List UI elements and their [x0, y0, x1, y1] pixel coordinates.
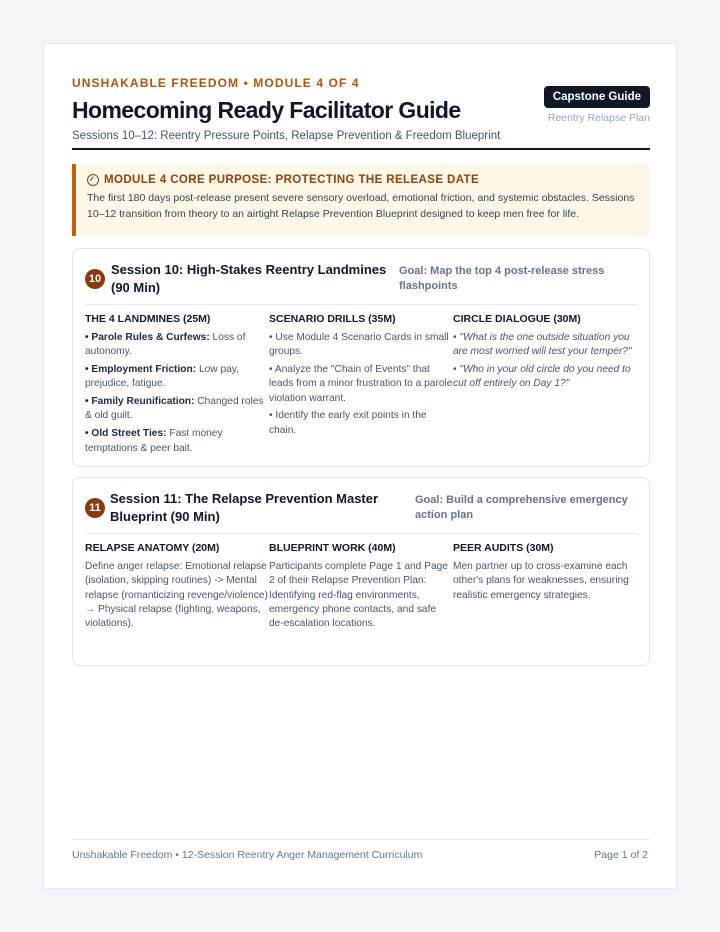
list-item: • Family Reunification: Changed roles & old guilt. [85, 396, 264, 422]
module-kicker: UNSHAKABLE FREEDOM • MODULE 4 OF 4 [72, 76, 360, 90]
session-number-badge: 10 [85, 269, 105, 289]
session-number-badge: 11 [85, 498, 105, 518]
peer-audits-column [453, 542, 637, 635]
capstone-badge: Capstone Guide [544, 86, 650, 108]
core-purpose-callout [72, 164, 650, 236]
column-heading: SCENARIO DRILLS (35M) [269, 313, 396, 325]
column-heading: THE 4 LANDMINES (25M) [85, 313, 211, 325]
list-item: • "Who in your old circle do you need to cut off entirely on Day 1?" [453, 364, 631, 390]
callout-body: The first 180 days post-release present severe sensory overload, emotional friction, and systemic obstacles. Sessions 10–12 transition from theory to an airtight Relapse Prevention Blueprint designed to keep men free for life. [87, 192, 635, 220]
scenario-drills-column [269, 313, 453, 459]
circle-dialogue-column [453, 313, 637, 459]
relapse-anatomy-column [85, 542, 269, 635]
footer-curriculum: Unshakable Freedom • 12-Session Reentry Anger Management Curriculum [72, 849, 423, 861]
session-header [73, 478, 649, 533]
session-header [73, 249, 649, 304]
callout-heading: MODULE 4 CORE PURPOSE: PROTECTING THE RELEASE DATE [104, 174, 480, 186]
list-item: • Old Street Ties: Fast money temptations & peer bait. [85, 428, 223, 454]
compass-icon [87, 174, 99, 186]
column-body: Men partner up to cross-examine each other's plans for weaknesses, ensuring realistic emergency strategies. [453, 561, 629, 601]
session-columns [85, 542, 637, 635]
list-item: • "What is the one outside situation you are most worried will test your temper?" [453, 332, 632, 358]
header [72, 76, 650, 150]
session-goal: Goal: Build a comprehensive emergency action plan [415, 494, 628, 521]
footer-divider [72, 839, 650, 840]
list-item: • Use Module 4 Scenario Cards in small groups. [269, 332, 449, 358]
landmines-column [85, 313, 269, 459]
session-divider [85, 304, 637, 305]
list-item: • Analyze the "Chain of Events" that leads from a minor frustration to a parole violation warrant. [269, 364, 453, 404]
list-item: • Parole Rules & Curfews: Loss of autonomy. [85, 332, 246, 358]
column-heading: PEER AUDITS (30M) [453, 542, 554, 554]
column-body: Participants complete Page 1 and Page 2 of their Relapse Prevention Plan: Identifying red-flag environments, emergency phone contacts, and safe de-escalation locations. [269, 561, 448, 630]
page-subtitle: Sessions 10–12: Reentry Pressure Points, Relapse Prevention & Freedom Blueprint [72, 130, 501, 142]
column-body: Define anger relapse: Emotional relapse (isolation, skipping routines) -> Mental relapse (romanticizing revenge/violence) → Physical relapse (fighting, weapons, violations). [85, 561, 268, 630]
session-title: Session 11: The Relapse Prevention Master Blueprint (90 Min) [110, 491, 379, 524]
page-number: Page 1 of 2 [594, 849, 648, 861]
list-item: • Identify the early exit points in the chain. [269, 410, 427, 436]
callout-heading-row [87, 174, 638, 186]
column-heading: RELAPSE ANATOMY (20M) [85, 542, 220, 554]
session-card-11 [72, 477, 650, 666]
page-title: Homecoming Ready Facilitator Guide [72, 97, 461, 123]
column-heading: BLUEPRINT WORK (40M) [269, 542, 396, 554]
session-divider [85, 533, 637, 534]
document-page [43, 43, 677, 889]
session-title: Session 10: High-Stakes Reentry Landmines (90 Min) [111, 262, 387, 295]
badge-subtitle: Reentry Relapse Plan [547, 112, 650, 124]
header-divider [72, 148, 650, 150]
column-heading: CIRCLE DIALOGUE (30M) [453, 313, 581, 325]
session-card-10 [72, 248, 650, 467]
session-goal: Goal: Map the top 4 post-release stress flashpoints [399, 265, 605, 292]
session-columns [85, 313, 637, 459]
blueprint-work-column [269, 542, 453, 635]
list-item: • Employment Friction: Low pay, prejudice, fatigue. [85, 364, 239, 390]
